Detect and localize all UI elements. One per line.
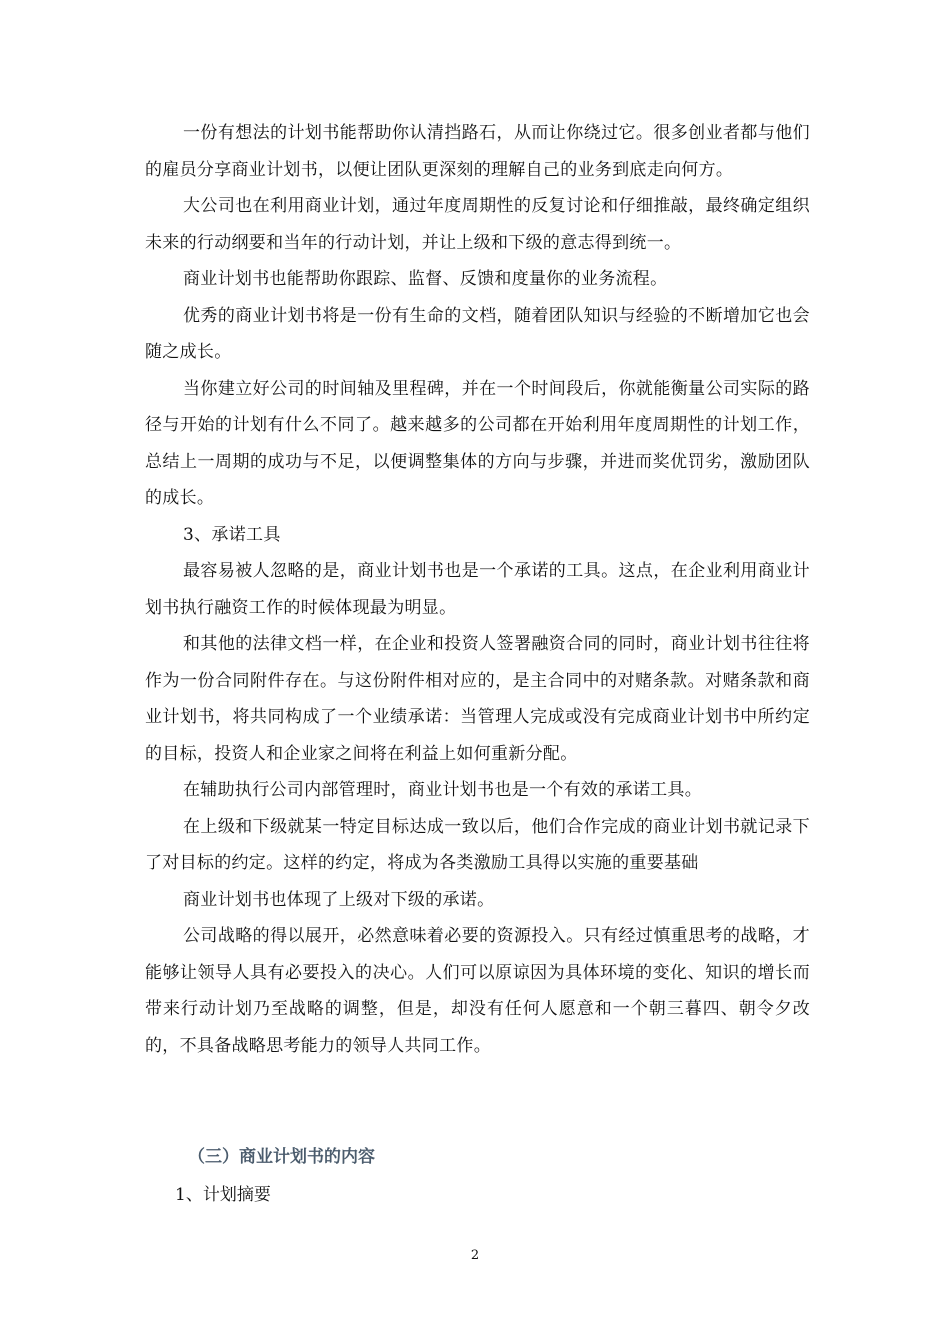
- paragraph-2: 大公司也在利用商业计划，通过年度周期性的反复讨论和仔细推敲，最终确定组织未来的行动纲要和当年的行动计划，并让上级和下级的意志得到统一。: [145, 196, 810, 253]
- paragraph-5: 当你建立好公司的时间轴及里程碑，并在一个时间段后，你就能衡量公司实际的路径与开始的计划有什么不同了。越来越多的公司都在开始利用年度周期性的计划工作，总结上一周期的成功与不足，以便调整集体的方向与步骤，并进而奖优罚劣，激励团队的成长。: [145, 378, 810, 508]
- paragraph-3: 商业计划书也能帮助你跟踪、监督、反馈和度量你的业务流程。: [183, 269, 668, 289]
- paragraph-9: 在辅助执行公司内部管理时，商业计划书也是一个有效的承诺工具。: [183, 780, 702, 800]
- commitment-tool-heading: 3、承诺工具: [183, 524, 281, 545]
- paragraph-11: 商业计划书也体现了上级对下级的承诺。: [183, 889, 495, 910]
- paragraph-4: 优秀的商业计划书将是一份有生命的文档，随着团队知识与经验的不断增加它也会随之成长。: [145, 305, 810, 362]
- paragraph-1: 一份有想法的计划书能帮助你认清挡路石，从而让你绕过它。很多创业者都与他们的雇员分享商业计划书，以便让团队更深刻的理解自己的业务到底走向何方。: [145, 123, 810, 180]
- section-heading: （三）商业计划书的内容: [188, 1147, 375, 1167]
- paragraph-8: 和其他的法律文档一样，在企业和投资人签署融资合同的同时，商业计划书往往将作为一份合同附件存在。与这份附件相对应的，是主合同中的对赌条款。对赌条款和商业计划书，将共同构成了一个业绩承诺：当管理人完成或没有完成商业计划书中所约定的目标，投资人和企业家之间将在利益上如何重新分配。: [145, 634, 810, 764]
- paragraph-10: 在上级和下级就某一特定目标达成一致以后，他们合作完成的商业计划书就记录下了对目标的约定。这样的约定，将成为各类激励工具得以实施的重要基础: [145, 816, 810, 873]
- body-text: [145, 115, 810, 1064]
- paragraph-12: 公司战略的得以展开，必然意味着必要的资源投入。只有经过慎重思考的战略，才能够让领导人具有必要投入的决心。人们可以原谅因为具体环境的变化、知识的增长而带来行动计划乃至战略的调整，但是，却没有任何人愿意和一个朝三暮四、朝令夕改的，不具备战略思考能力的领导人共同工作。: [145, 926, 810, 1056]
- paragraph-7: 最容易被人忽略的是，商业计划书也是一个承诺的工具。这点，在企业利用商业计划书执行融资工作的时候体现最为明显。: [145, 561, 810, 618]
- plan-summary-subheading: 1、计划摘要: [175, 1185, 271, 1205]
- page-number: 2: [470, 1248, 480, 1263]
